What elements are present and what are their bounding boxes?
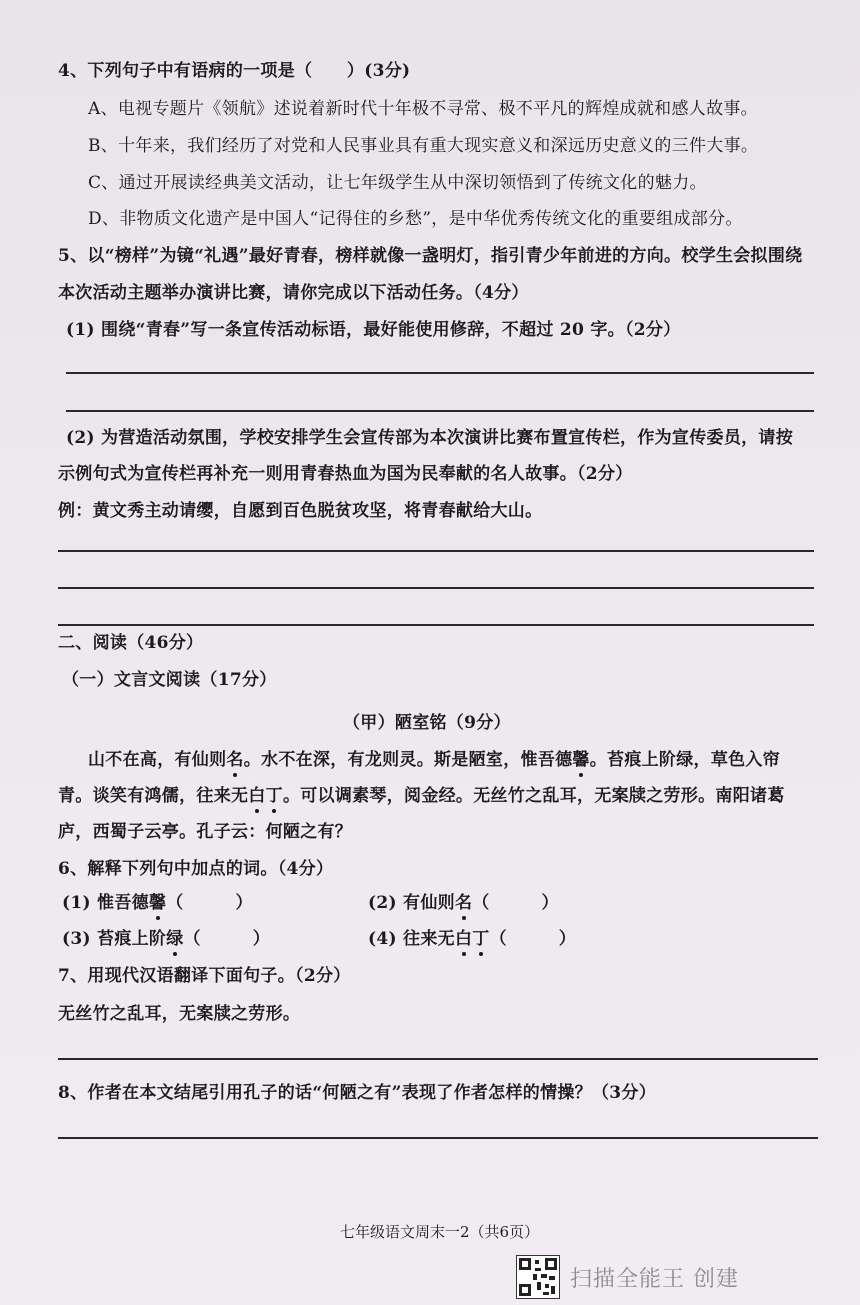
blank[interactable]: （ ）	[183, 929, 271, 949]
emphasis-char: 丁	[265, 786, 283, 806]
emphasis-char: 馨	[572, 750, 590, 770]
emphasis-char: 馨	[148, 893, 167, 913]
passage-line-2: 青。谈笑有鸿儒，往来无白丁。可以调素琴，阅金经。无丝竹之乱耳，无案牍之劳形。南阳诸葛	[58, 786, 785, 806]
q4-option-a: A、电视专题片《领航》述说着新时代十年极不寻常、极不平凡的辉煌成就和感人故事。	[88, 99, 758, 119]
q5-sub2-line2: 示例句式为宣传栏再补充一则用青春热血为国为民奉献的名人故事。（2分）	[58, 464, 633, 484]
q5-sub2-line1: (2) 为营造活动氛围，学校安排学生会宣传部为本次演讲比赛布置宣传栏，作为宣传委员，请按	[66, 428, 794, 448]
q4-stem: 4、下列句子中有语病的一项是（ ）(3分)	[58, 61, 411, 81]
subsection-heading: （一）文言文阅读（17分）	[62, 670, 277, 690]
q6-item-2: (2) 有仙则名（ ）	[368, 893, 559, 913]
passage-line-3: 庐，西蜀子云亭。孔子云：何陋之有？	[58, 822, 353, 842]
blank[interactable]: （ ）	[166, 893, 253, 913]
q5-stem-line2: 本次活动主题举办演讲比赛，请你完成以下活动任务。（4分）	[58, 283, 529, 303]
emphasis-char: 绿	[166, 929, 184, 949]
scanner-watermark: 扫描全能王 创建	[570, 1267, 739, 1292]
emphasis-char: 名	[226, 750, 244, 770]
qr-code-icon	[516, 1255, 560, 1299]
blank[interactable]: （ ）	[489, 929, 577, 949]
q8-stem: 8、作者在本文结尾引用孔子的话“何陋之有”表现了作者怎样的情操？（3分）	[58, 1083, 657, 1103]
answer-line[interactable]	[58, 624, 814, 626]
q6-item-1: (1) 惟吾德馨（ ）	[62, 893, 253, 913]
blank[interactable]: （ ）	[472, 893, 559, 913]
emphasis-char: 白	[248, 786, 266, 806]
answer-line[interactable]	[66, 372, 814, 374]
passage-line-1: 山不在高，有仙则名。水不在深，有龙则灵。斯是陋室，惟吾德馨。苔痕上阶绿，草色入帘	[88, 750, 781, 770]
section-heading: 二、阅读（46分）	[58, 633, 204, 653]
emphasis-char: 白	[454, 929, 473, 949]
q7-stem: 7、用现代汉语翻译下面句子。（2分）	[58, 966, 351, 986]
q5-example: 例：黄文秀主动请缨，自愿到百色脱贫攻坚，将青春献给大山。	[58, 501, 543, 521]
emphasis-char: 丁	[472, 929, 490, 949]
q4-option-c: C、通过开展读经典美文活动，让七年级学生从中深切领悟到了传统文化的魅力。	[88, 173, 707, 193]
answer-line[interactable]	[66, 410, 814, 412]
answer-line[interactable]	[58, 1058, 818, 1060]
page-footer: 七年级语文周末一2（共6页）	[340, 1223, 540, 1241]
q5-sub1: (1) 围绕“青春”写一条宣传活动标语，最好能使用修辞，不超过 20 字。（2分）	[66, 320, 681, 340]
answer-line[interactable]	[58, 1137, 818, 1139]
q4-option-d: D、非物质文化遗产是中国人“记得住的乡愁”，是中华优秀传统文化的重要组成部分。	[88, 209, 743, 229]
q5-stem-line1: 5、以“榜样”为镜“礼遇”最好青春，榜样就像一盏明灯，指引青少年前进的方向。校学生会拟围绕	[58, 246, 803, 266]
q4-option-b: B、十年来，我们经历了对党和人民事业具有重大现实意义和深远历史意义的三件大事。	[88, 136, 759, 156]
q6-item-3: (3) 苔痕上阶绿（ ）	[62, 929, 271, 949]
q7-sentence: 无丝竹之乱耳，无案牍之劳形。	[58, 1004, 301, 1024]
answer-line[interactable]	[58, 550, 814, 552]
q6-stem: 6、解释下列句中加点的词。（4分）	[58, 859, 334, 879]
passage-title: （甲）陋室铭（9分）	[343, 713, 511, 733]
q6-item-4: (4) 往来无白丁（ ）	[368, 929, 577, 949]
emphasis-char: 名	[454, 893, 473, 913]
answer-line[interactable]	[58, 587, 814, 589]
